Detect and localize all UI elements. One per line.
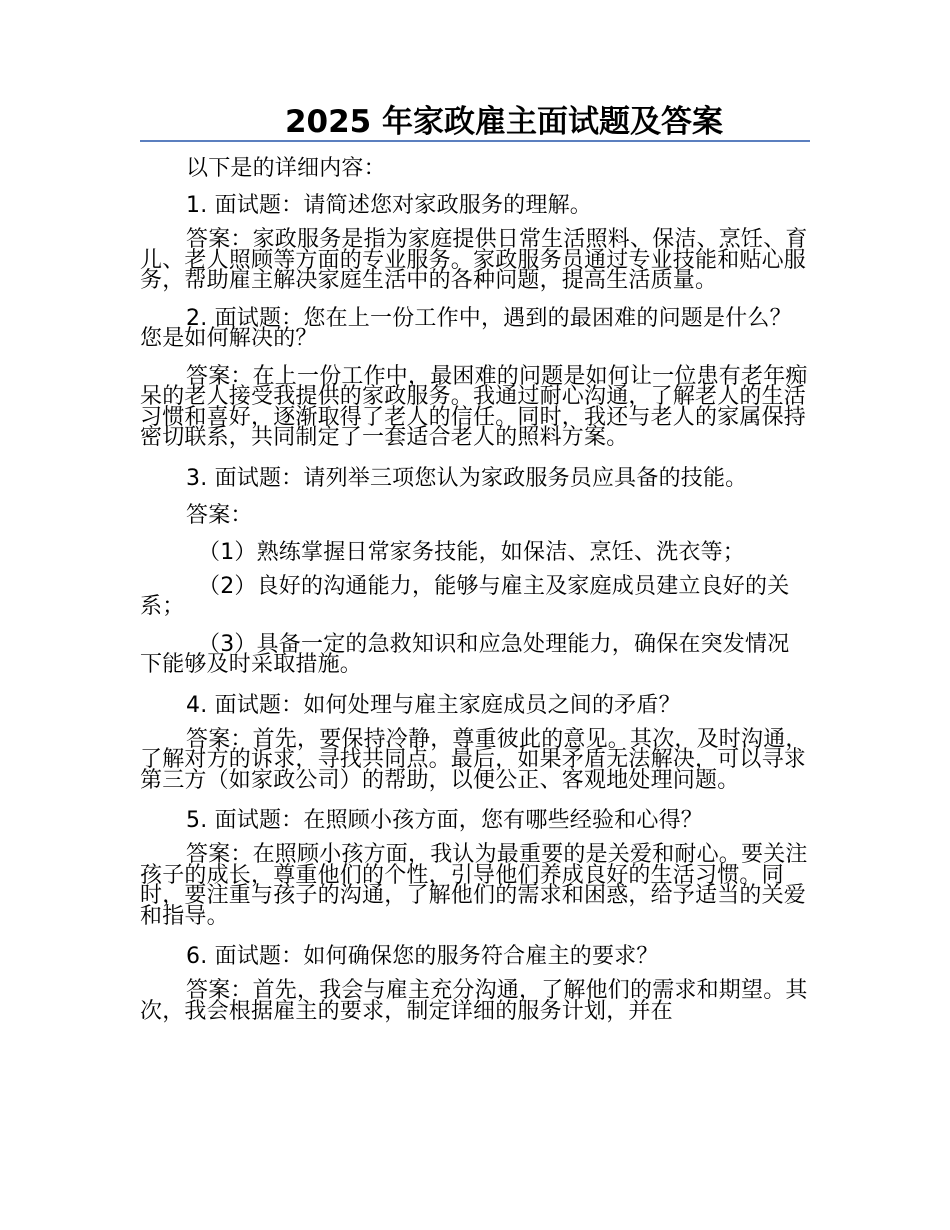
answer-3-item-2: （2）良好的沟通能力，能够与雇主及家庭成员建立良好的关系； xyxy=(140,573,790,619)
question-3: 3. 面试题：请列举三项您认为家政服务员应具备的技能。 xyxy=(186,465,748,491)
question-6: 6. 面试题：如何确保您的服务符合雇主的要求？ xyxy=(186,944,659,969)
answer-2: 答案：在上一份工作中，最困难的问题是如何让一位患有老年痴呆的老人接受我提供的家政服务。我通过耐心沟通，了解老人的生活习惯和喜好，逐渐取得了老人的信任。同时，我还与老人的家属保持密切联系，共同制定了一套适合老人的照料方案。 xyxy=(140,363,808,450)
answer-4: 答案：首先，要保持冷静，尊重彼此的意见。其次，及时沟通，了解对方的诉求，寻找共同点。最后，如果矛盾无法解决，可以寻求第三方（如家政公司）的帮助，以便公正、客观地处理问题。 xyxy=(140,726,808,793)
question-1: 1. 面试题：请简述您对家政服务的理解。 xyxy=(186,193,592,218)
answer-6: 答案：首先，我会与雇主充分沟通，了解他们的需求和期望。其次，我会根据雇主的要求，制定详细的服务计划，并在 xyxy=(140,978,808,1024)
answer-1: 答案：家政服务是指为家庭提供日常生活照料、保洁、烹饪、育儿、老人照顾等方面的专业服务。家政服务员通过专业技能和贴心服务，帮助雇主解决家庭生活中的各种问题，提高生活质量。 xyxy=(140,227,808,293)
document-page xyxy=(140,100,810,1039)
question-4: 4. 面试题：如何处理与雇主家庭成员之间的矛盾？ xyxy=(186,692,681,718)
answer-5: 答案：在照顾小孩方面，我认为最重要的是关爱和耐心。要关注孩子的成长，尊重他们的个性，引导他们养成良好的生活习惯。同时，要注重与孩子的沟通，了解他们的需求和困惑，给予适当的关爱和指导。 xyxy=(140,842,808,929)
document-title: 2025 年家政雇主面试题及答案 xyxy=(284,104,724,140)
intro-paragraph: 以下是的详细内容： xyxy=(186,156,386,181)
question-5: 5. 面试题：在照顾小孩方面，您有哪些经验和心得？ xyxy=(186,808,703,833)
question-2: 2. 面试题：您在上一份工作中，遇到的最困难的问题是什么？您是如何解决的？ xyxy=(140,305,792,351)
answer-3-label: 答案： xyxy=(186,502,253,528)
title-underline xyxy=(140,140,810,142)
answer-3-item-1: （1）熟练掌握日常家务技能，如保洁、烹饪、洗衣等； xyxy=(198,539,745,565)
answer-3-item-3: （3）具备一定的急救知识和应急处理能力，确保在突发情况下能够及时采取措施。 xyxy=(140,631,790,677)
